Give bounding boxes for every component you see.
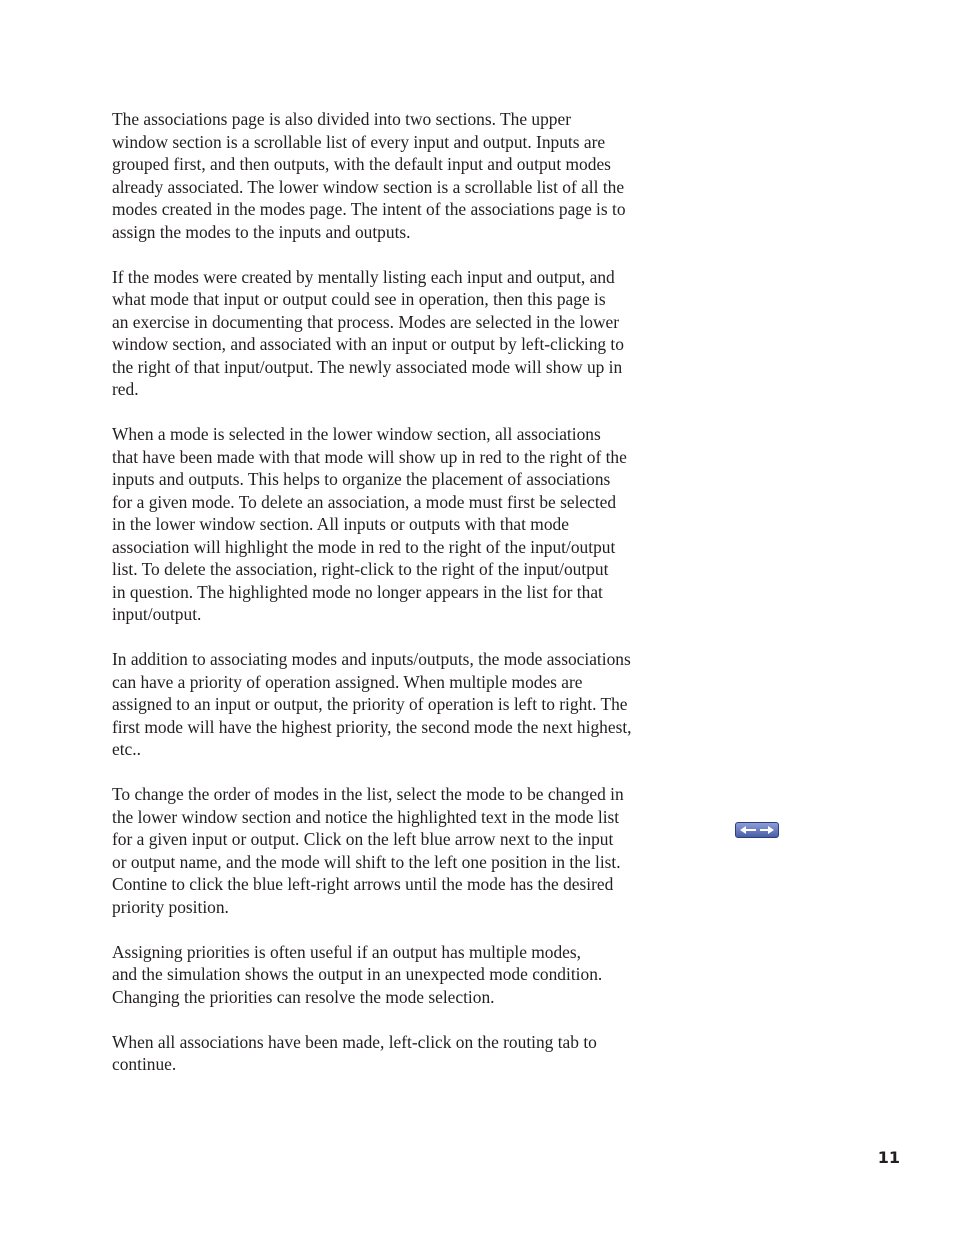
- left-right-arrow-button[interactable]: [735, 822, 779, 838]
- page-number: 11: [877, 1148, 900, 1167]
- body-text: [112, 108, 678, 1098]
- paragraph-associations-overview: The associations page is also divided into two sections. The upper window section is a scrollable list of every input and output. Inputs are grouped first, and then outputs, with the default input and output modes already associated. The lower window section is a scrollable list of all the modes created in the modes page. The intent of the associations page is to assign the modes to the inputs and outputs.: [112, 109, 626, 242]
- paragraph-priority-of-operation: In addition to associating modes and inputs/outputs, the mode associations can have a priority of operation assigned. When multiple modes are assigned to an input or output, the priority of operation is left to right. The first mode will have the highest priority, the second mode the next highest, etc..: [112, 649, 632, 759]
- paragraph-changing-order: To change the order of modes in the list, select the mode to be changed in the lower window section and notice the highlighted text in the mode list for a given input or output. Click on the left blue arrow next to the input or output name, and the mode will shift to the left one position in the list. Contine to click the blue left-right arrows until the mode has the desired priority position.: [112, 784, 624, 917]
- paragraph-assigning-priorities: Assigning priorities is often useful if an output has multiple modes, and the simulation shows the output in an unexpected mode condition. Changing the priorities can resolve the mode selection.: [112, 941, 603, 1007]
- paragraph-continue-routing: When all associations have been made, left-click on the routing tab to continue.: [112, 1031, 597, 1074]
- right-arrow-icon: [759, 825, 775, 835]
- left-arrow-icon: [739, 825, 757, 835]
- paragraph-creating-associations: If the modes were created by mentally listing each input and output, and what mode that input or output could see in operation, then this page is an exercise in documenting that process. Modes are selected in the lower window section, and associated with an input or output by left-clicking to the right of that input/output. The newly associated mode will show up in red.: [112, 266, 624, 399]
- paragraph-deleting-associations: When a mode is selected in the lower window section, all associations that have been made with that mode will show up in red to the right of the inputs and outputs. This helps to organize the placement of associations for a given mode. To delete an association, a mode must first be selected in the lower window section. All inputs or outputs with that mode association will highlight the mode in red to the right of the input/output list. To delete the association, right-click to the right of the input/output in question. The highlighted mode no longer appears in the list for that input/output.: [112, 424, 627, 624]
